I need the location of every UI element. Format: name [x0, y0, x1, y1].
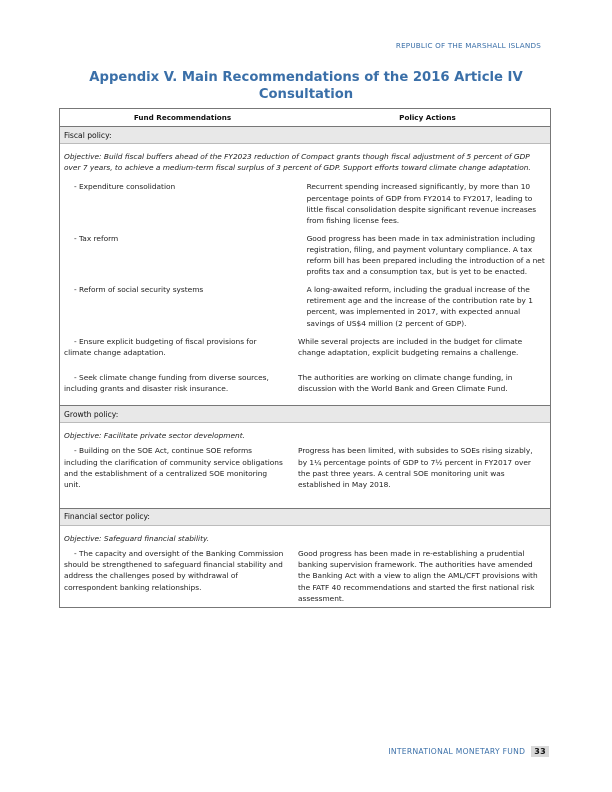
- recommendations-table: [59, 108, 551, 608]
- section-objective: Objective: Build fiscal buffers ahead of the FY2023 reduction of Compact grants though fiscal adjustment of 5 percent of GDP over 7 years, to achieve a medium-term fiscal surplus of 3 percent of GDP. Support efforts toward climate change adaptation.: [64, 152, 531, 173]
- section-heading: [60, 127, 550, 144]
- table-row: [60, 548, 550, 604]
- section-growth-policy: [60, 405, 550, 507]
- table-header-row: [60, 109, 550, 127]
- fund-recommendation: - Ensure explicit budgeting of fiscal provisions for climate change adaptation.: [64, 336, 257, 358]
- fund-recommendation: - The capacity and oversight of the Banking Commission should be strengthened to safeguard financial stability and address the challenges posed by withdrawal of correspondent banking relationships.: [64, 548, 284, 592]
- fund-recommendation: - Seek climate change funding from diverse sources, including grants and disaster risk insurance.: [64, 372, 269, 393]
- policy-action: While several projects are included in the budget for climate change adaptation, explicit budgeting remains a challenge.: [298, 336, 523, 358]
- section-heading-label: Growth policy:: [64, 409, 119, 419]
- footer-organization: INTERNATIONAL MONETARY FUND: [388, 747, 526, 756]
- column-header-policy-actions: Policy Actions: [399, 113, 456, 122]
- fund-recommendation: - Tax reform: [74, 233, 119, 243]
- section-objective: Objective: Safeguard financial stability.: [64, 533, 210, 543]
- section-financial-sector-policy: [60, 508, 550, 608]
- running-header: REPUBLIC OF THE MARSHALL ISLANDS: [395, 41, 541, 50]
- section-heading-label: Fiscal policy:: [64, 130, 112, 140]
- column-header-fund-recommendations: Fund Recommendations: [133, 113, 232, 122]
- policy-action: Good progress has been made in tax administration including registration, filing, and payment voluntary compliance. A tax reform bill has been prepared including the introduction of a net profits tax and a consumption tax, but is yet to be enacted.: [306, 233, 545, 277]
- section-objective: Objective: Facilitate private sector development.: [64, 431, 245, 441]
- page-title: Appendix V. Main Recommendations of the 2016 Article IV Consultation: [89, 70, 523, 102]
- section-fiscal-policy: [60, 127, 550, 405]
- section-heading: [60, 406, 550, 423]
- fund-recommendation: - Building on the SOE Act, continue SOE reforms including the clarification of community service obligations and the establishment of a centralized SOE monitoring unit.: [64, 446, 283, 490]
- table-row: [60, 372, 550, 395]
- policy-action: The authorities are working on climate change funding, in discussion with the World Bank and Green Climate Fund.: [298, 372, 513, 393]
- policy-action: Progress has been limited, with subsides to SOEs rising sizably, by 1¼ percentage points of GDP to 7½ percent in FY2017 over the past three years. A central SOE monitoring unit was established in May 2018.: [298, 446, 533, 490]
- table-row: [60, 181, 550, 226]
- section-heading-label: Financial sector policy:: [64, 512, 150, 522]
- section-heading: [60, 509, 550, 526]
- fund-recommendation: - Reform of social security systems: [74, 284, 204, 294]
- table-row: [60, 336, 550, 359]
- table-row: [60, 233, 550, 278]
- policy-action: A long-awaited reform, including the gradual increase of the retirement age and the increase of the contribution rate by 1 percent, was implemented in 2017, with expected annual savings of US$4 million (2 percent of GDP).: [306, 284, 533, 328]
- page-number: 33: [531, 746, 549, 757]
- policy-action: Good progress has been made in re-establishing a prudential banking supervision framework. The authorities have amended the Banking Act with a view to align the AML/CFT provisions with the FATF 40 recommendations and started the first national risk assessment.: [298, 548, 538, 603]
- table-row: [60, 445, 550, 490]
- fund-recommendation: - Expenditure consolidation: [74, 182, 176, 192]
- policy-action: Recurrent spending increased significantly, by more than 10 percentage points of GDP from FY2014 to FY2017, leading to little fiscal consolidation despite significant revenue increases from fishing license fees.: [306, 182, 537, 226]
- table-row: [60, 284, 550, 329]
- page-footer: [388, 746, 549, 757]
